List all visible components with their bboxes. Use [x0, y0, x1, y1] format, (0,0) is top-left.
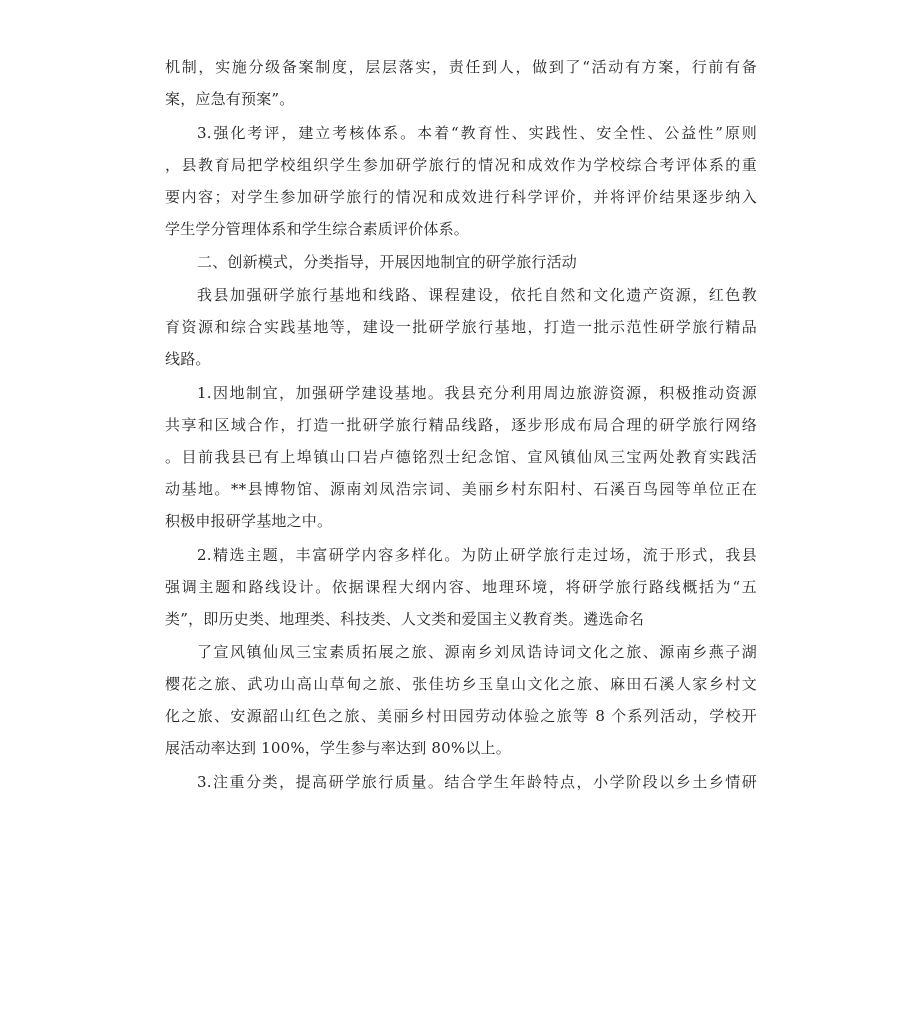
text-line: 了宣风镇仙凤三宝素质拓展之旅、源南乡刘凤诰诗词文化之旅、源南乡燕子湖: [197, 643, 757, 661]
text-line: 学生学分管理体系和学生综合素质评价体系。: [165, 220, 470, 238]
text-line: 我县加强研学旅行基地和线路、课程建设，依托自然和文化遗产资源，红色教: [197, 286, 757, 304]
text-line: 强调主题和路线设计。依据课程大纲内容、地理环境，将研学旅行路线概括为“五: [165, 578, 757, 596]
text-line: 类”，即历史类、地理类、科技类、人文类和爱国主义教育类。遴选命名: [165, 610, 645, 628]
text-line: 共享和区域合作，打造一批研学旅行精品线路，逐步形成布局合理的研学旅行网络: [165, 416, 757, 434]
text-line: 。目前我县已有上埠镇山口岩卢德铭烈士纪念馆、宣风镇仙凤三宝两处教育实践活: [165, 448, 757, 466]
section-heading: 二、创新模式，分类指导，开展因地制宜的研学旅行活动: [197, 253, 578, 271]
text-line: 线路。: [165, 350, 211, 368]
text-line: 1.因地制宜，加强研学建设基地。我县充分利用周边旅游资源，积极推动资源: [197, 384, 757, 402]
text-line: ，县教育局把学校组织学生参加研学旅行的情况和成效作为学校综合考评体系的重: [165, 156, 757, 174]
text-line: 化之旅、安源韶山红色之旅、美丽乡村田园劳动体验之旅等 8 个系列活动，学校开: [165, 707, 757, 725]
text-line: 樱花之旅、武功山高山草甸之旅、张佳坊乡玉皇山文化之旅、麻田石溪人家乡村文: [165, 675, 757, 693]
text-line: 3.注重分类，提高研学旅行质量。结合学生年龄特点，小学阶段以乡土乡情研: [197, 773, 757, 791]
text-line: 育资源和综合实践基地等，建设一批研学旅行基地，打造一批示范性研学旅行精品: [165, 318, 757, 336]
text-line: 展活动率达到 100%，学生参与率达到 80%以上。: [165, 739, 511, 757]
text-line: 2.精选主题，丰富研学内容多样化。为防止研学旅行走过场，流于形式，我县: [197, 546, 757, 564]
text-line: 动基地。**县博物馆、源南刘凤浩宗词、美丽乡村东阳村、石溪百鸟园等单位正在: [165, 480, 757, 498]
text-line: 机制，实施分级备案制度，层层落实，责任到人，做到了“活动有方案，行前有备: [165, 58, 757, 76]
text-line: 案，应急有预案”。: [165, 90, 295, 108]
text-line: 要内容；对学生参加研学旅行的情况和成效进行科学评价，并将评价结果逐步纳入: [165, 188, 757, 206]
text-line: 3.强化考评，建立考核体系。本着“教育性、实践性、安全性、公益性”原则: [197, 124, 757, 142]
text-line: 积极申报研学基地之中。: [165, 512, 333, 530]
